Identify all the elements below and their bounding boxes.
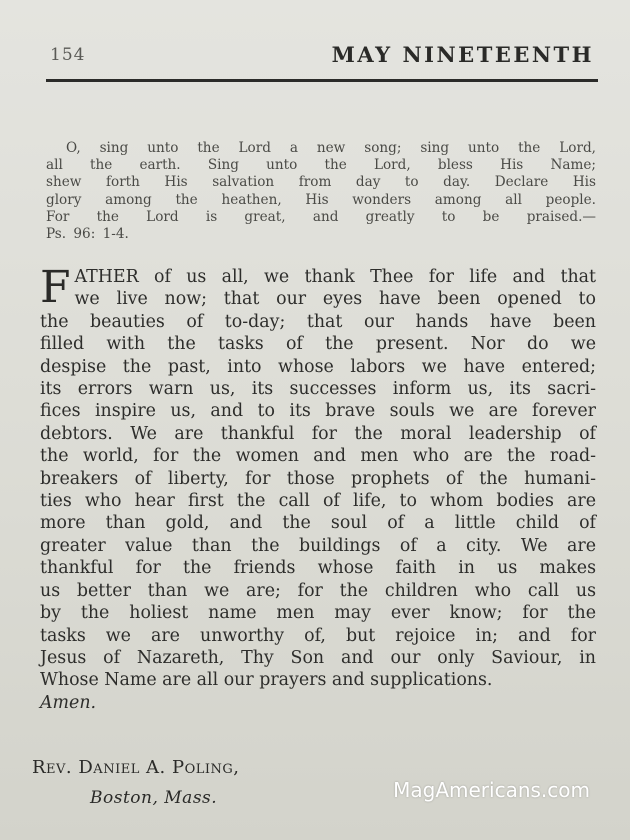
prayer-line: debtors. We are thankful for the moral leadership of: [40, 423, 596, 444]
verse-line: shew forth His salvation from day to day. Declare His: [46, 174, 596, 191]
prayer-line: we live now; that our eyes have been opened to: [74, 289, 596, 310]
prayer-line: despise the past, into whose labors we have entered;: [40, 356, 596, 377]
prayer-line: Whose Name are all our prayers and supplications.: [40, 670, 493, 691]
prayer-line: breakers of liberty, for those prophets of the humani-: [40, 468, 596, 489]
scripture-verse: [46, 140, 596, 243]
verse-line: glory among the heathen, His wonders among all people.: [46, 191, 596, 208]
signature-place: Boston, Mass.: [90, 788, 218, 808]
prayer-line: its errors warn us, its successes inform us, its sacri-: [40, 379, 596, 400]
verse-line: For the Lord is great, and greatly to be praised.—: [46, 208, 596, 225]
prayer-line: filled with the tasks of the present. Nor do we: [40, 334, 596, 355]
prayer-line: us better than we are; for the children who call us: [40, 580, 596, 601]
prayer-line: Jesus of Nazareth, Thy Son and our only Saviour, in: [40, 647, 596, 668]
prayer-line: greater value than the buildings of a city. We are: [40, 535, 596, 556]
signature-name: Rev. Daniel A. Poling,: [32, 757, 240, 778]
verse-line: all the earth. Sing unto the Lord, bless His Name;: [46, 157, 596, 174]
page-number: 154: [50, 45, 86, 65]
prayer-line: by the holiest name men may ever know; for the: [40, 603, 596, 624]
verse-reference: Ps. 96: 1-4.: [46, 226, 129, 243]
prayer-line: the world, for the women and men who are the road-: [40, 446, 596, 467]
prayer-body: [40, 262, 596, 714]
prayer-line: the beauties of to-day; that our hands have been: [40, 311, 596, 332]
prayer-line: ATHER of us all, we thank Thee for life and that: [74, 267, 596, 287]
watermark: MagAmericans.com: [393, 778, 590, 802]
prayer-line: tasks we are unworthy of, but rejoice in; and for: [40, 625, 596, 646]
prayer-line: thankful for the friends whose faith in us makes: [40, 558, 596, 579]
drop-cap: F: [40, 262, 71, 313]
prayer-line: ties who hear first the call of life, to whom bodies are: [40, 491, 596, 512]
prayer-line: fices inspire us, and to its brave souls we are forever: [40, 401, 596, 422]
header-divider: [46, 79, 598, 82]
verse-line: O, sing unto the Lord a new song; sing unto the Lord,: [66, 140, 596, 156]
prayer-line: more than gold, and the soul of a little child of: [40, 513, 596, 534]
prayer-amen: Amen.: [40, 692, 97, 713]
page-title: MAY NINETEENTH: [331, 42, 594, 67]
